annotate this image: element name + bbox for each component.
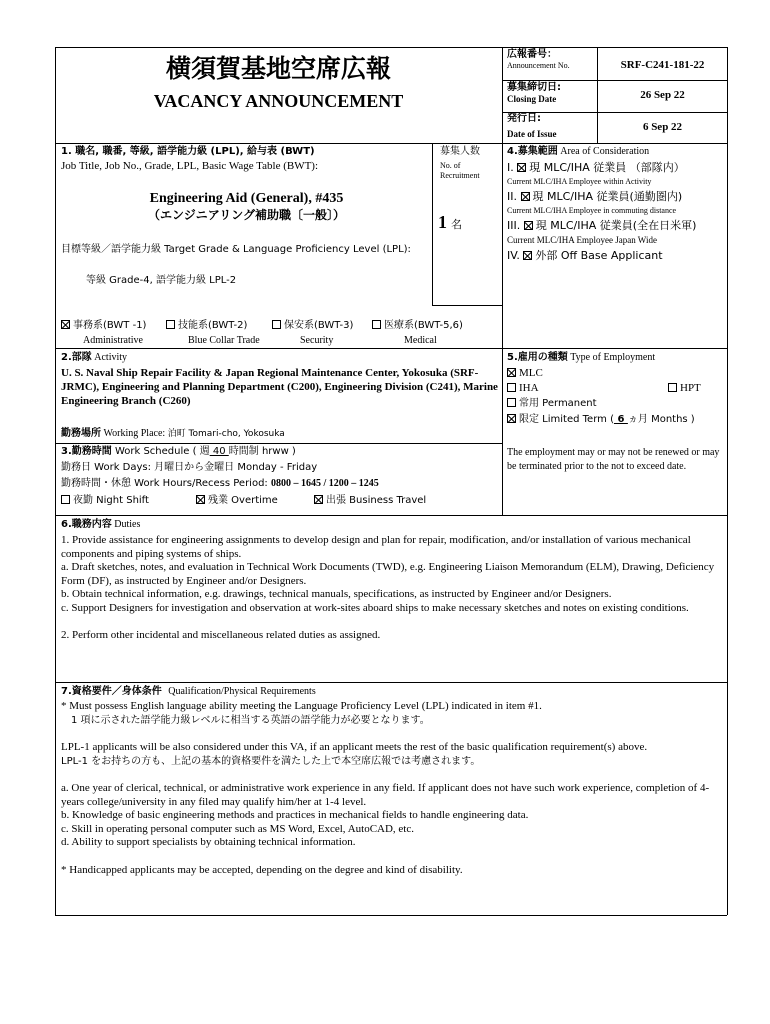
employment-permanent[interactable] [507, 398, 597, 410]
employment-limited-suffix: ヵ月 Months ) [627, 414, 695, 425]
hline-sec2 [55, 348, 727, 349]
hline-header-1 [502, 80, 727, 81]
section5-heading-jp: 5.雇用の種類 [507, 352, 568, 363]
frame-left [55, 47, 56, 915]
recruit-count-value: 1 [438, 212, 447, 232]
employment-mlc-label: MLC [519, 367, 543, 379]
employment-limited[interactable] [507, 414, 695, 426]
duties-list [61, 534, 725, 643]
bwt-medical-en: Medical [404, 335, 437, 346]
bwt-security-en: Security [300, 335, 334, 346]
section6-heading [61, 519, 140, 531]
area-option-3[interactable] [507, 219, 696, 233]
checkbox-icon[interactable] [166, 320, 175, 329]
bwt-medical[interactable] [372, 320, 463, 332]
area-option-1-label: 現 MLC/IHA 従業員 （部隊内） [529, 161, 685, 174]
employment-permanent-label: 常用 Permanent [519, 398, 597, 409]
checkbox-icon[interactable] [668, 383, 677, 392]
checked-box-icon[interactable] [314, 495, 323, 504]
announcement-no-label-jp: 広報番号： [507, 49, 557, 60]
section7-heading-en: Qualification/Physical Requirements [168, 686, 316, 697]
announcement-no-label-en: Announcement No. [507, 61, 570, 70]
working-place-value: 泊町 Tomari-cho, Yokosuka [167, 429, 285, 439]
work-hours-label: 勤務時間・休憩 Work Hours/Recess Period: [61, 478, 268, 489]
section5-heading-en: Type of Employment [570, 352, 656, 363]
checkbox-icon[interactable] [507, 398, 516, 407]
target-grade: 目標等級／語学能力級 Target Grade & Language Proficiency Level (LPL): [61, 244, 411, 255]
section3-heading-en: Work Schedule ( 週 [114, 446, 210, 457]
bwt-blue-collar-label: 技能系(BWT-2) [178, 320, 248, 331]
section4-heading-en: Area of Consideration [560, 146, 650, 157]
hline-sec3 [55, 443, 502, 444]
announcement-no-value: SRF-C241-181-22 [620, 59, 705, 71]
bwt-security[interactable] [272, 320, 353, 332]
area-option-4[interactable] [507, 249, 663, 263]
section2-heading-jp: 2.部隊 [61, 352, 92, 363]
section3-heading-en2: 時間制 hrww ) [228, 446, 296, 457]
weekly-hours-value: 40 [209, 446, 229, 457]
area-option-4-label: 外部 Off Base Applicant [535, 249, 663, 262]
area-option-3-num: III. [507, 219, 521, 232]
hline-header-bottom [55, 143, 727, 144]
section2-heading [61, 352, 127, 364]
announcement-no-label [507, 49, 570, 71]
closing-date-value: 26 Sep 22 [640, 89, 685, 101]
frame-top [55, 47, 727, 48]
checkbox-icon[interactable] [61, 495, 70, 504]
date-of-issue-label-jp: 発行日: [507, 113, 541, 124]
area-option-3-sub: Current MLC/IHA Employee Japan Wide [507, 235, 657, 245]
work-days: 勤務日 Work Days: 月曜日から金曜日 Monday - Friday [61, 462, 318, 473]
checked-box-icon[interactable] [61, 320, 70, 329]
work-hours [61, 478, 379, 490]
bwt-administrative-en: Administrative [83, 335, 143, 346]
date-of-issue-value: 6 Sep 22 [642, 121, 683, 133]
section1-heading: 1. 職名, 職番, 等級, 語学能力級 (LPL), 給与表 (BWT) [61, 146, 315, 157]
checkbox-icon[interactable] [507, 383, 516, 392]
checked-box-icon[interactable] [523, 251, 532, 260]
date-of-issue-label [507, 113, 557, 140]
section2-heading-en: Activity [94, 352, 128, 363]
duty-b: b. Obtain technical information, e.g. drawings, technical manuals, specifications, as instructed by Engineer and/or Designers. [61, 588, 612, 600]
closing-date-label [507, 82, 561, 105]
hline-sec7 [55, 682, 727, 683]
section7-heading [61, 686, 316, 698]
section6-heading-en: Duties [114, 519, 141, 530]
closing-date-label-jp: 募集締切日: [507, 82, 561, 93]
bwt-medical-label: 医療系(BWT-5,6) [384, 320, 463, 331]
qualification-lpl: * Must possess English language ability meeting the Language Proficiency Level (LPL) indicated in item #1. [61, 700, 542, 712]
section4-heading [507, 146, 649, 158]
recruit-count-unit: 名 [451, 218, 462, 231]
qualifications-list [61, 700, 725, 877]
frame-bottom [55, 915, 727, 916]
qualification-lpl1-jp: LPL-1 をお持ちの方も、上記の基本的資格要件を満たした上で本空席広報では考慮されます。 [61, 755, 481, 767]
checkbox-icon[interactable] [272, 320, 281, 329]
qualification-handicapped: * Handicapped applicants may be accepted, depending on the degree and kind of disability. [61, 863, 463, 876]
section1-subheading: Job Title, Job No., Grade, LPL, Basic Wage Table (BWT): [61, 160, 319, 172]
duty-1: 1. Provide assistance for engineering assignments to develop design and plan for repair, modification, and/or installation of various mechanical components and piping systems of ships. [61, 534, 691, 560]
area-option-2-label: 現 MLC/IHA 従業員(通勤圏内) [532, 190, 683, 203]
section3-heading-jp: 3.勤務時間 [61, 446, 112, 457]
area-option-2[interactable] [507, 190, 682, 204]
working-place [61, 428, 285, 440]
employment-note: The employment may or may not be renewed or may be terminated prior to the not to exceed date. [507, 447, 720, 472]
section4-heading-jp: 4.募集範囲 [507, 146, 558, 157]
recruit-label-jp: 募集人数 [440, 146, 480, 157]
checked-box-icon[interactable] [521, 192, 530, 201]
qualification-b: b. Knowledge of basic engineering methods and practices in mechanical fields to handle engineering data. [61, 809, 529, 821]
activity-text: U. S. Naval Ship Repair Facility & Japan Regional Maintenance Center, Yokosuka (SRF-JRMC), Engineering and Planning Department (C200), Engineering Division (C241), Marine Engineering Branch (C260) [61, 367, 498, 407]
title-japanese: 横須賀基地空席広報 [165, 54, 391, 83]
business-travel[interactable] [314, 495, 426, 507]
qualification-c: c. Skill in operating personal computer such as MS Word, Excel, AutoCAD, etc. [61, 822, 414, 835]
area-option-1[interactable] [507, 161, 685, 175]
area-option-3-label: 現 MLC/IHA 従業員(全在日米軍) [535, 219, 697, 232]
area-option-2-num: II. [507, 190, 517, 203]
business-travel-label: 出張 Business Travel [326, 495, 427, 506]
area-option-1-sub: Current MLC/IHA Employee within Activity [507, 177, 652, 186]
overtime[interactable] [196, 495, 278, 507]
date-of-issue-label-en: Date of Issue [507, 129, 557, 139]
bwt-administrative[interactable] [61, 320, 146, 332]
bwt-blue-collar-en: Blue Collar Trade [188, 335, 260, 346]
checked-box-icon[interactable] [196, 495, 205, 504]
duty-a: a. Draft sketches, notes, and evaluation in Technical Work Documents (TWD), e.g. Engineering Liaison Memorandum (ELM), Drawing, Deficiency Form (DF), as instructed by Engineer and/or Designers. [61, 561, 715, 587]
job-title-jp: （エンジニアリング補助職〔一般〕） [148, 208, 345, 222]
bwt-security-label: 保安系(BWT-3) [284, 320, 354, 331]
bwt-administrative-label: 事務系(BWT -1) [73, 320, 147, 331]
duty-c: c. Support Designers for investigation and observation at work-sites aboard ships to make necessary sketches and notes on existing conditions. [61, 601, 689, 614]
hline-sec6 [55, 515, 727, 516]
qualification-lpl1: LPL-1 applicants will be also considered under this VA, if an applicant meets the rest of the basic qualification requirement(s) above. [61, 741, 648, 753]
recruit-box-bottom [432, 305, 502, 306]
section5-heading [507, 352, 655, 364]
recruit-box-left [432, 143, 433, 305]
section6-heading-jp: 6.職務内容 [61, 519, 112, 530]
checked-box-icon[interactable] [507, 368, 516, 377]
qualification-a: a. One year of clerical, technical, or administrative work experience in any field. If applicant does not have such work experience, completion of 4-years college/university in any filed may qualify him/her at 1-4 level. [61, 782, 710, 808]
employment-iha[interactable] [507, 381, 539, 395]
checked-box-icon[interactable] [507, 414, 516, 423]
recruit-count [438, 212, 462, 233]
employment-mlc[interactable] [507, 366, 543, 380]
employment-hpt-label: HPT [680, 382, 701, 394]
frame-right [727, 47, 728, 915]
checked-box-icon[interactable] [524, 221, 533, 230]
divider-main [502, 47, 503, 515]
duty-2: 2. Perform other incidental and miscellaneous related duties as assigned. [61, 629, 381, 641]
bwt-blue-collar[interactable] [166, 320, 247, 332]
grade-line: 等級 Grade-4, 語学能力級 LPL-2 [86, 275, 237, 286]
limited-term-months: 6 [613, 414, 628, 425]
area-option-4-num: IV. [507, 249, 520, 262]
checked-box-icon[interactable] [517, 163, 526, 172]
closing-date-label-en: Closing Date [507, 94, 557, 104]
employment-limited-label: 限定 Limited Term ( [519, 414, 614, 425]
employment-hpt[interactable] [668, 381, 701, 395]
qualification-d: d. Ability to support specialists by obtaining technical information. [61, 836, 356, 848]
area-option-1-num: I. [507, 161, 514, 174]
work-hours-value: 0800 – 1645 / 1200 – 1245 [270, 478, 379, 489]
night-shift-label: 夜勤 Night Shift [73, 495, 149, 506]
overtime-label: 残業 Overtime [208, 495, 278, 506]
working-place-label-jp: 勤務場所 [61, 428, 101, 439]
working-place-label-en: Working Place: [103, 428, 166, 439]
section3-heading [61, 446, 296, 458]
night-shift[interactable] [61, 495, 149, 507]
qualification-lpl-jp: 1 項に示された語学能力級レベルに相当する英語の語学能力が必要となります。 [71, 714, 430, 726]
area-option-2-sub: Current MLC/IHA Employee in commuting distance [507, 206, 677, 215]
employment-iha-label: IHA [519, 382, 539, 394]
recruit-label-en: No. of Recruitment [440, 161, 480, 180]
title-english: VACANCY ANNOUNCEMENT [153, 91, 404, 111]
section7-heading-jp: 7.資格要件／身体条件 [61, 686, 162, 697]
job-title-en: Engineering Aid (General), #435 [149, 191, 344, 206]
checkbox-icon[interactable] [372, 320, 381, 329]
